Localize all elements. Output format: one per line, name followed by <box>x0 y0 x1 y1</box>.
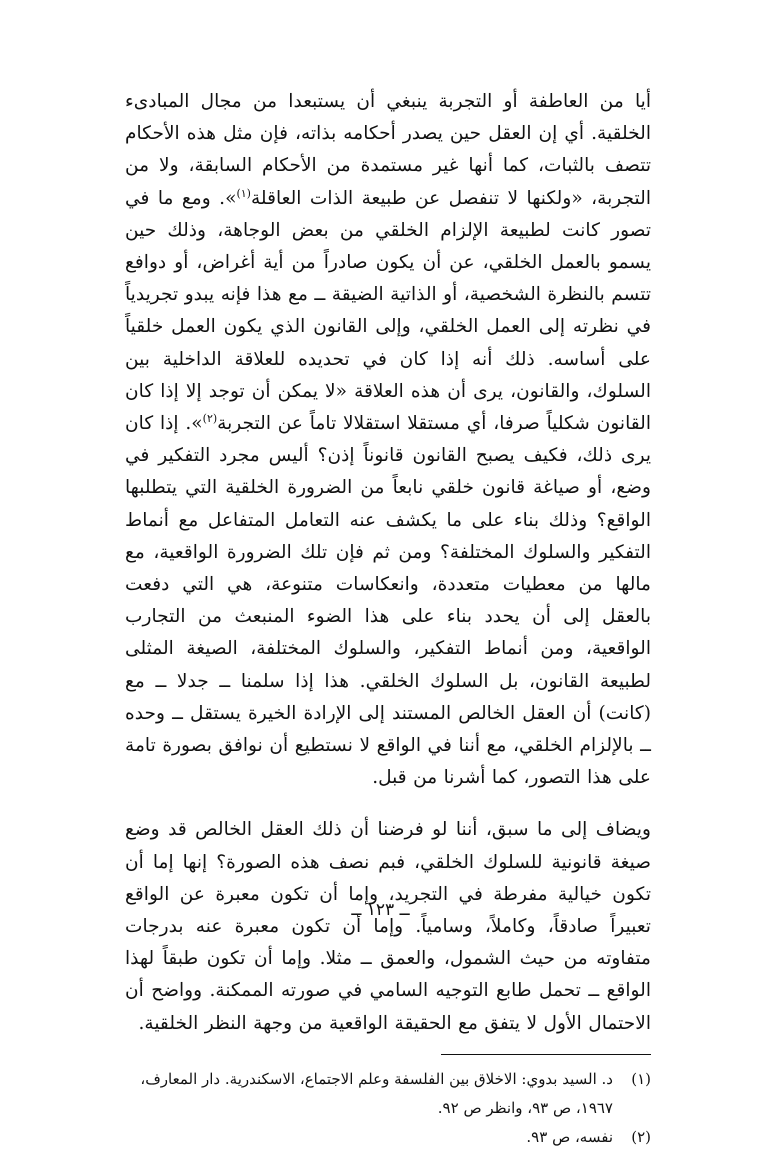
footnote-2-number: (٢) <box>631 1127 651 1146</box>
paragraph-1 <box>125 86 651 794</box>
footnotes <box>125 1065 651 1152</box>
paragraph-gap <box>125 794 651 814</box>
footnote-ref-1[interactable]: (١) <box>236 186 251 200</box>
footnote-2 <box>125 1123 651 1152</box>
paragraph-2: ويضاف إلى ما سبق، أننا لو فرضنا أن ذلك العقل الخالص قد وضع صيغة قانونية للسلوك الخلقي، فبم نصف هذه الصورة؟ إنها إما أن تكون خيالية مفرطة في التجريد، وإما أن تكون معبرة عن الواقع تعبيراً صادقاً، وكاملاً، وسامياً. وإما أن تكون معبرة عنه بدرجات متفاوته من حيث الشمول، والعمق ــ مثلا. وإما أن تكون طبقاً لهذا الواقع ــ تحمل طابع التوجيه السامي في صورته الممكنة. وواضح أن الاحتمال الأول لا يتفق مع الحقيقة الواقعية من وجهة النظر الخلقية. <box>125 819 651 1034</box>
footnote-separator <box>441 1054 651 1055</box>
footnote-2-text: نفسه، ص ٩٣. <box>526 1127 613 1146</box>
paragraph-1-part-b: ». ومع ما في تصور كانت لطبيعة الإلزام الخلقي من بعض الوجاهة، وذلك حين يسمو بالعمل الخلقي، عن أن يكون صادراً من أية أغراض، أو دوافع تتسم بالنظرة الشخصية، أو الذاتية الضيقة ــ مع هذا فإنه يبدو تجريدياً في نظرته إلى العمل الخلقي، وإلى القانون الذي يكون العمل خلقياً على أساسه. ذلك أنه إذا كان في تحديده للعلاقة الداخلية بين السلوك، والقانون، يرى أن هذه العلاقة «لا يمكن أن توجد إلا إذا كان القانون شكلياً صرفا، أي مستقلا استقلالا تاماً عن التجربة <box>125 187 651 435</box>
footnote-ref-2[interactable]: (٢) <box>202 411 218 425</box>
page-number: ــ ١٢٣ ــ <box>351 900 410 920</box>
footnote-1-text: د. السيد بدوي: الاخلاق بين الفلسفة وعلم الاجتماع، الاسكندرية. دار المعارف، ١٩٦٧، ص ٩٣، وانظر ص ٩٢. <box>140 1069 613 1117</box>
footnote-1-number: (١) <box>631 1069 651 1088</box>
paragraph-1-part-c: ». إذا كان يرى ذلك، فكيف يصبح القانون قانوناً إذن؟ أليس مجرد التفكير في وضع، أو صياغة قانون خلقي نابعاً من الضرورة الخلقية التي يتطلبها الواقع؟ وذلك بناء على ما يكشف عنه التعامل المتفاعل مع أنماط التفكير والسلوك المختلفة؟ ومن ثم فإن تلك الضرورة الواقعية، مع مالها من معطيات متعددة، وانعكاسات متنوعة، هي التي دفعت بالعقل إلى أن يحدد بناء على هذا الضوء المنبعث من التجارب الواقعية، ومن أنماط التفكير، والسلوك المختلفة، الصيغة المثلى لطبيعة القانون، بل السلوك الخلقي. هذا إذا سلمنا ــ جدلا ــ مع (كانت) أن العقل الخالص المستند إلى الإرادة الخيرة يستقل ــ وحده ــ بالإلزام الخلقي، مع أننا في الواقع لا نستطيع أن نوافق بصورة تامة على هذا التصور، كما أشرنا من قبل. <box>125 413 651 789</box>
paragraph-1-part-a: أيا من العاطفة أو التجربة ينبغي أن يستبعدا من مجال المبادىء الخلقية. أي إن العقل حين يصدر أحكامه بذاته، فإن مثل هذه الأحكام تتصف بالثبات، كما أنها غير مستمدة من الأحكام السابقة، ولا من التجربة، «ولكنها لا تنفصل عن طبيعة الذات العاقلة <box>125 91 651 209</box>
footnote-1 <box>125 1065 651 1123</box>
